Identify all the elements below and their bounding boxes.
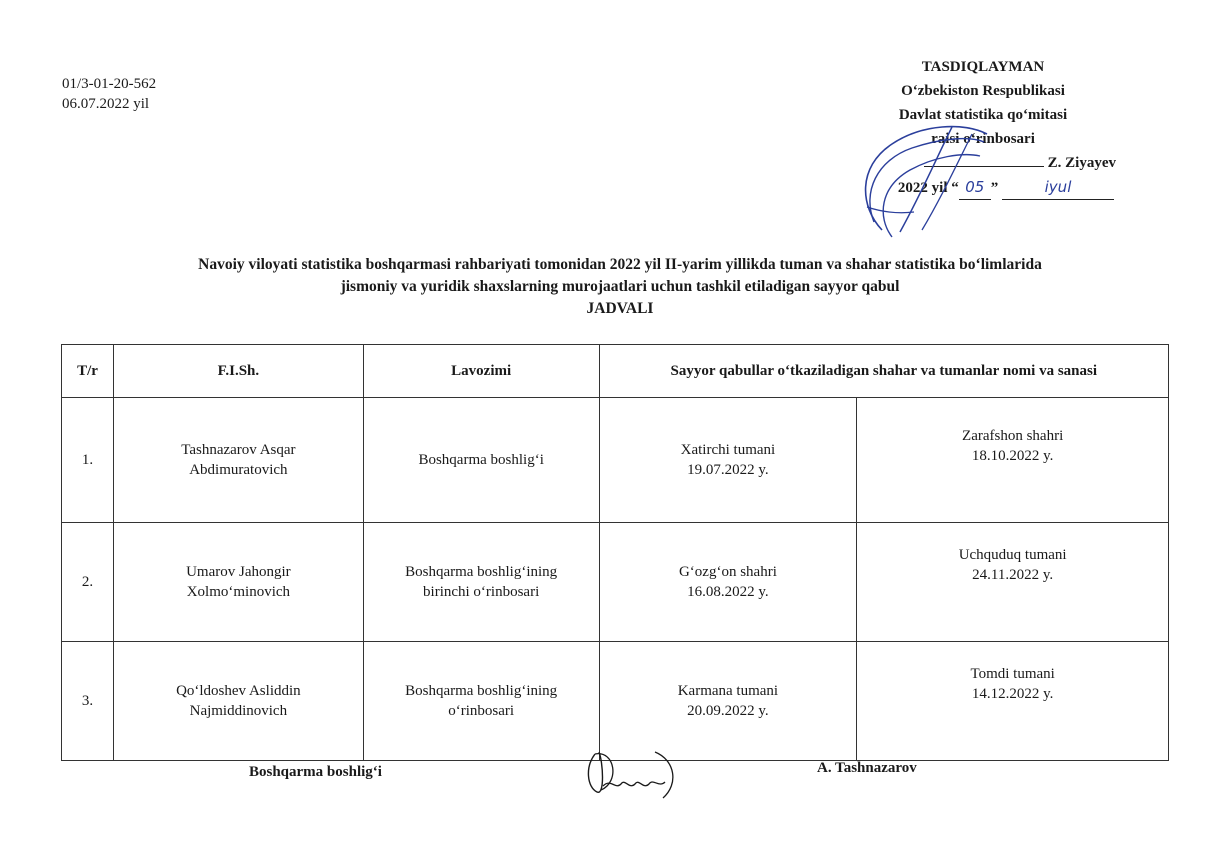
visit1-date: 16.08.2022 y. bbox=[687, 584, 769, 600]
table-row bbox=[62, 523, 1169, 642]
table-row bbox=[62, 398, 1169, 523]
approval-position: raisi o‘rinbosari bbox=[931, 131, 1035, 147]
approval-org-line2: Davlat statistika qo‘mitasi bbox=[898, 107, 1068, 123]
position-line1: Boshqarma boshlig‘ining bbox=[405, 683, 558, 699]
approval-org-line1: O‘zbekiston Respublikasi bbox=[901, 83, 1065, 99]
visit1-place: Karmana tumani bbox=[677, 683, 779, 699]
document-title bbox=[100, 254, 1140, 320]
name-line2: Najmiddinovich bbox=[189, 703, 288, 719]
header-schedule: Sayyor qabullar o‘tkaziladigan shahar va tumanlar nomi va sanasi bbox=[599, 345, 1168, 398]
name-line2: Abdimuratovich bbox=[189, 462, 288, 478]
name-line1: Umarov Jahongir bbox=[186, 564, 291, 580]
row-visit2 bbox=[857, 523, 1169, 642]
visit2-place: Tomdi tumani bbox=[970, 666, 1055, 682]
row-name bbox=[113, 398, 363, 523]
name-line1: Qo‘ldoshev Asliddin bbox=[176, 683, 301, 699]
approval-date-open-quote: “ bbox=[951, 180, 959, 196]
visit2-date: 24.11.2022 y. bbox=[972, 567, 1054, 583]
position-line1: Boshqarma boshlig‘i bbox=[418, 452, 544, 468]
row-position bbox=[363, 523, 599, 642]
row-visit2 bbox=[857, 642, 1169, 761]
row-name bbox=[113, 642, 363, 761]
approval-date-day: 05 bbox=[959, 175, 991, 200]
position-line2: o‘rinbosari bbox=[448, 703, 515, 719]
visit1-place: G‘ozg‘on shahri bbox=[678, 564, 777, 580]
reference-number: 01/3-01-20-562 bbox=[62, 76, 157, 92]
row-position bbox=[363, 398, 599, 523]
visit2-place: Uchquduq tumani bbox=[958, 547, 1067, 563]
approval-signatory-line bbox=[838, 151, 1128, 175]
position-line2: birinchi o‘rinbosari bbox=[423, 584, 540, 600]
name-line1: Tashnazarov Asqar bbox=[181, 442, 296, 458]
visit2-place: Zarafshon shahri bbox=[962, 428, 1064, 444]
header-name: F.I.Sh. bbox=[113, 345, 363, 398]
signature-blank bbox=[924, 166, 1044, 167]
approval-date-month: iyul bbox=[1002, 175, 1114, 200]
approval-date-line bbox=[838, 175, 1128, 200]
visit2-date: 18.10.2022 y. bbox=[971, 448, 1054, 464]
footer-name: A. Tashnazarov bbox=[817, 760, 917, 776]
reference-date: 06.07.2022 yil bbox=[62, 96, 150, 112]
visit1-place: Xatirchi tumani bbox=[680, 442, 776, 458]
title-line2: jismoniy va yuridik shaxslarning murojaatlari uchun tashkil etiladigan sayyor qabul bbox=[340, 278, 900, 295]
footer-signature-scribble bbox=[575, 742, 685, 802]
row-num: 1. bbox=[62, 398, 114, 523]
approval-signatory: Z. Ziyayev bbox=[1047, 155, 1116, 171]
row-visit2 bbox=[857, 398, 1169, 523]
header-num: T/r bbox=[62, 345, 114, 398]
approval-date-close-quote: ” bbox=[990, 180, 999, 196]
header-position: Lavozimi bbox=[363, 345, 599, 398]
row-visit1 bbox=[599, 523, 857, 642]
name-line2: Xolmo‘minovich bbox=[186, 584, 291, 600]
approval-date-year: 2022 yil bbox=[897, 180, 948, 196]
row-name bbox=[113, 523, 363, 642]
position-line1: Boshqarma boshlig‘ining bbox=[405, 564, 558, 580]
visit1-date: 19.07.2022 y. bbox=[687, 462, 769, 478]
visit2-date: 14.12.2022 y. bbox=[971, 686, 1054, 702]
row-position bbox=[363, 642, 599, 761]
approval-heading: TASDIQLAYMAN bbox=[921, 59, 1045, 75]
row-num: 2. bbox=[62, 523, 114, 642]
row-visit1 bbox=[599, 398, 857, 523]
approval-block bbox=[838, 55, 1128, 200]
visit1-date: 20.09.2022 y. bbox=[687, 703, 769, 719]
row-num: 3. bbox=[62, 642, 114, 761]
footer-position: Boshqarma boshlig‘i bbox=[249, 764, 382, 780]
reference-block bbox=[62, 74, 156, 114]
schedule-table bbox=[61, 344, 1169, 761]
table-header-row bbox=[62, 345, 1169, 398]
title-line3: JADVALI bbox=[586, 300, 654, 317]
title-line1: Navoiy viloyati statistika boshqarmasi rahbariyati tomonidan 2022 yil II-yarim yillikda tuman va shahar statistika bo‘limlarida bbox=[198, 256, 1042, 273]
